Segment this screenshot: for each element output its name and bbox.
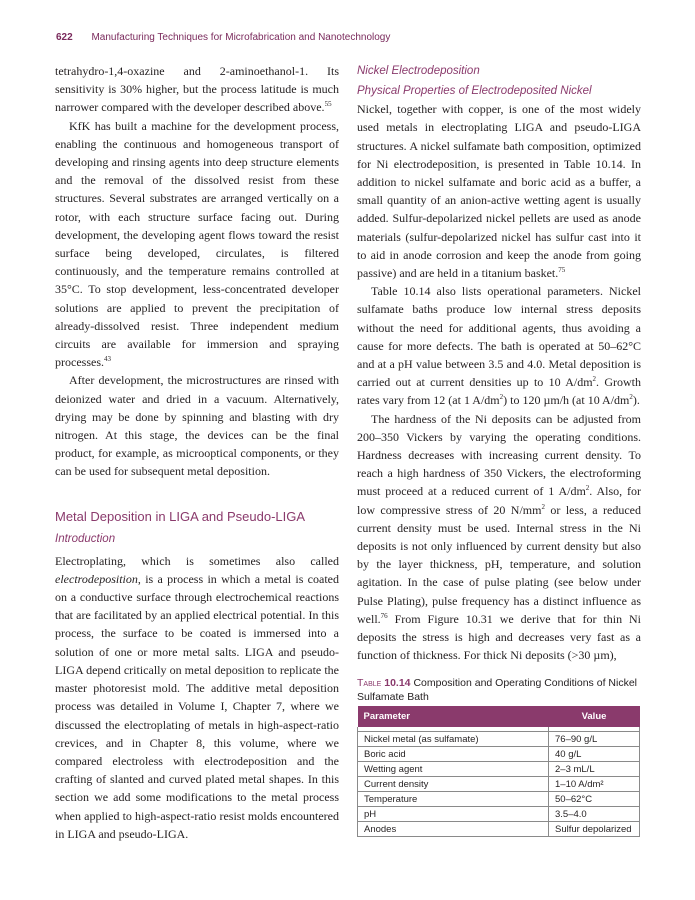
paragraph: The hardness of the Ni deposits can be adjusted from 200–350 Vickers by varying the operating conditions. Hardness decreases with increasing current density. To reach a high hardness of 350 Vickers, the electroforming must proceed at a reduced current of 1 $A/dm^2$. Also, for low compressive stress of 20 $N/mm^2$ or less, a reduced current density must be used. Internal stress in the Ni deposits is not only influenced by current density but also by the layer thickness, pH, temperature, and solution agitation. In the case of pulse plating (see below under Pulse Plating), pulse frequency has a distinct influence as well.$^{76}$ From Figure 10.31 we derive that for thin Ni deposits the stress is high and decreases very fast as a function of thickness. For thick Ni deposits (>30 µm),: [357, 411, 642, 663]
right-column: [357, 62, 641, 665]
column-header-parameter: Parameter: [358, 706, 549, 727]
table-row: Wetting agent 2–3 mL/L: [358, 762, 640, 777]
footnote-ref: 75: [558, 266, 566, 275]
paragraph: Electroplating, which is sometimes also called electrodeposition, is a process in which a metal is coated on a conductive surface through electrochemical reactions that are facilitated by an applied electrical potential. In this process, the surface to be coated is immersed into a solution of one or more metal salts. LIGA and pseudo-LIGA depend critically on metal deposition to replicate the master photoresist mold. The additive metal deposition process was detailed in Volume I, Chapter 7, where we discussed the electroplating of metals in high-aspect-ratio crevices, and in Chapter 8, this volume, where we compared electroless with electrodeposition and the crafting of slanted and curved plated metal shapes. In this section we add some modifications to the metal process when applied to high-aspect-ratio resist molds encountered in LIGA and pseudo-LIGA.: [55, 553, 339, 841]
table-row: Boric acid 40 g/L: [358, 747, 640, 762]
table-row: pH 3.5–4.0: [358, 807, 640, 822]
table-row: Anodes Sulfur depolarized: [358, 822, 640, 837]
section-heading: Metal Deposition in LIGA and Pseudo-LIGA: [55, 508, 306, 524]
footnote-ref: 55: [324, 100, 332, 109]
subsection-heading: Introduction: [55, 532, 116, 545]
nickel-bath-table: [357, 706, 640, 837]
footnote-ref: 43: [103, 355, 111, 364]
page-number: 622: [56, 32, 73, 43]
footnote-ref: 76: [380, 611, 388, 620]
paragraph: KfK has built a machine for the development process, enabling the continuous and homogeneous transport of developing and rinsing agents into deep structure elements and the removal of the dissolved resist from these structures. Several substrates are arranged vertically on a rotor, with each structure surface facing out. During development, the developing agent flows toward the resist surface being developed, circulates, is filtered continuously, and the temperature remains controlled at 35°C. To stop development, less-concentrated developer solutions are applied to prevent the precipitation of already-dissolved resist. Three independent medium circuits are available for immersion and spraying processes.$^{43}$: [55, 118, 339, 370]
table-row: Current density 1–10 A/dm²: [358, 777, 640, 792]
paragraph: Table 10.14 also lists operational parameters. Nickel sulfamate baths produce low internal stress deposits without the need for additional agents, thus avoiding a cause for more defects. The bath is operated at 50–62°C and at a pH value between 3.5 and 4.0. Metal deposition is carried out at current densities up to 10 $A/dm^2$. Growth rates vary from 12 (at 1 $A/dm^2$) to 120 µm/h (at 10 $A/dm^2$).: [357, 284, 641, 408]
column-header-value: Value: [549, 706, 640, 727]
paragraph: Nickel, together with copper, is one of the most widely used metals in electroplating LIGA and pseudo-LIGA structures. A nickel sulfamate bath composition, optimized for Ni electrodeposition, is presented in Table 10.14. In addition to nickel sulfamate and boric acid as a buffer, a small quantity of an anion-active wetting agent is usually added. Sulfur-depolarized nickel pellets are used as anode materials (sulfur-depolarized nickel has sulfur cast into it to aid in anode corrosion and keep the anode from going passive) and are held in a titanium basket.$^{75}$: [357, 102, 641, 281]
paragraph: After development, the microstructures are rinsed with deionized water and dried in a vacuum. Alternatively, drying may be done by spinning and blasting with dry nitrogen. At this stage, the devices can be the final product, for example, as microoptical components, or they can be used for subsequent metal deposition.: [55, 373, 339, 479]
subsection-heading: Nickel Electrodeposition: [357, 65, 480, 77]
table-header-row: [358, 706, 640, 727]
runin-heading: Physical Properties of Electrodeposited Nickel: [357, 85, 592, 97]
table-row: Temperature 50–62°C: [358, 792, 640, 807]
table-row: Nickel metal (as sulfamate) 76–90 g/L: [358, 732, 640, 747]
table-caption: Table 10.14 Composition and Operating Conditions of Nickel Sulfamate Bath: [357, 677, 637, 703]
left-column: [55, 62, 339, 843]
running-header: [56, 32, 390, 43]
running-title: Manufacturing Techniques for Microfabrication and Nanotechnology: [91, 32, 391, 43]
paragraph: tetrahydro-1,4-oxazine and 2-aminoethanol-1. Its sensitivity is 30% higher, but the process latitude is much narrower compared with the developer described above.$^{55}$: [55, 64, 339, 115]
